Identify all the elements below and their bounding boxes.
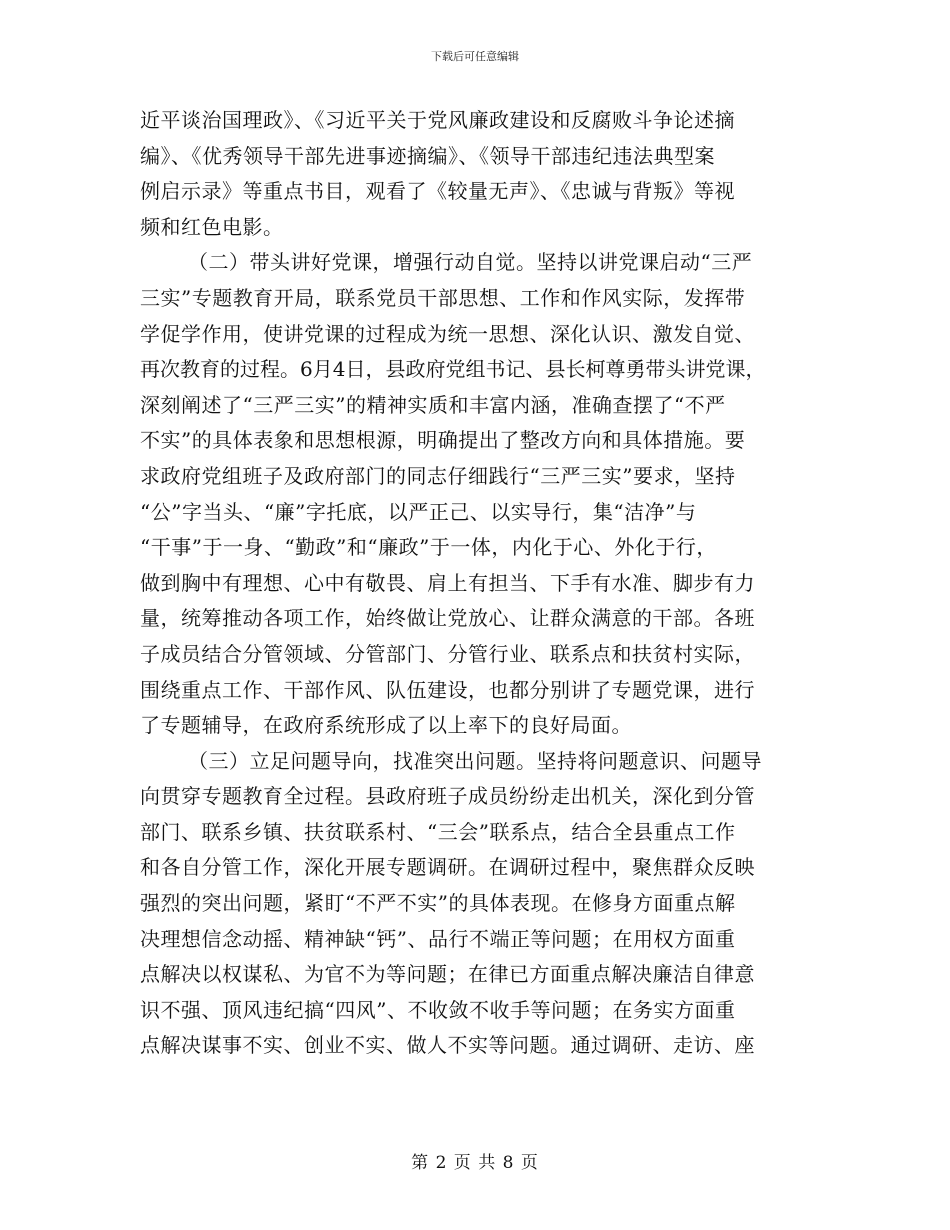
text-line: 深刻阐述了“三严三实”的精神实质和丰富内涵，准确查摆了“不严 xyxy=(140,392,726,417)
text-line: （二）带头讲好党课，增强行动自觉。坚持以讲党课启动“三严 xyxy=(188,250,753,275)
header-text: 下载后可任意编辑 xyxy=(431,50,519,63)
page-number: 第 2 页 共 8 页 xyxy=(411,1153,539,1173)
text-line: 不实”的具体表象和思想根源，明确提出了整改方向和具体措施。要 xyxy=(140,428,746,453)
paragraph-2 xyxy=(140,245,820,743)
text-line: 围绕重点工作、干部作风、队伍建设，也都分别讲了专题党课，进行 xyxy=(140,677,755,702)
text-line: 点解决谋事不实、创业不实、做人不实等问题。通过调研、走访、座 xyxy=(140,1033,755,1058)
page-footer xyxy=(0,1152,950,1174)
text-line: 部门、联系乡镇、扶贫联系村、“三会”联系点，结合全县重点工作 xyxy=(140,819,736,844)
text-line: 做到胸中有理想、心中有敬畏、肩上有担当、下手有水准、脚步有力 xyxy=(140,570,755,595)
text-line: 识不强、顶风违纪搞“四风”、不收敛不收手等问题；在务实方面重 xyxy=(140,997,736,1022)
text-line: 点解决以权谋私、为官不为等问题；在律已方面重点解决廉洁自律意 xyxy=(140,962,755,987)
text-line: 近平谈治国理政》、《习近平关于党风廉政建设和反腐败斗争论述摘 xyxy=(140,108,735,132)
page-header xyxy=(0,50,950,64)
paragraph-1 xyxy=(140,103,820,245)
text-line: 向贯穿专题教育全过程。县政府班子成员纷纷走出机关，深化到分管 xyxy=(140,784,755,809)
text-line: 子成员结合分管领域、分管部门、分管行业、联系点和扶贫村实际， xyxy=(140,641,755,666)
text-line: 三实”专题教育开局，联系党员干部思想、工作和作风实际，发挥带 xyxy=(140,285,746,310)
text-line: “公”字当头、“廉”字托底，以严正己、以实导行，集“洁净”与 xyxy=(140,499,697,524)
text-line: （三）立足问题导向，找准突出问题。坚持将问题意识、问题导 xyxy=(188,748,762,773)
document-body xyxy=(140,103,820,1064)
text-line: 求政府党组班子及政府部门的同志仔细践行“三严三实”要求，坚持 xyxy=(140,463,736,488)
text-line: 决理想信念动摇、精神缺“钙”、品行不端正等问题；在用权方面重 xyxy=(140,926,736,951)
text-line: 例启示录》等重点书目，观看了《较量无声》、《忠诚与背叛》等视 xyxy=(140,179,735,204)
text-line: 量，统筹推动各项工作，始终做让党放心、让群众满意的干部。各班 xyxy=(140,606,755,631)
text-line: 频和红色电影。 xyxy=(140,214,284,239)
text-line: 强烈的突出问题，紧盯“不严不实”的具体表现。在修身方面重点解 xyxy=(140,891,736,916)
text-line: 和各自分管工作，深化开展专题调研。在调研过程中，聚焦群众反映 xyxy=(140,855,755,880)
text-line: 了专题辅导，在政府系统形成了以上率下的良好局面。 xyxy=(140,713,632,738)
text-line: 再次教育的过程。6月4日，县政府党组书记、县长柯尊勇带头讲党课， xyxy=(140,357,766,382)
paragraph-3 xyxy=(140,744,820,1064)
text-line: “干事”于一身、“勤政”和“廉政”于一体，内化于心、外化于行， xyxy=(140,535,717,560)
text-line: 学促学作用，使讲党课的过程成为统一思想、深化认识、激发自觉、 xyxy=(140,321,755,346)
text-line: 编》、《优秀领导干部先进事迹摘编》、《领导干部违纪违法典型案 xyxy=(140,143,715,168)
